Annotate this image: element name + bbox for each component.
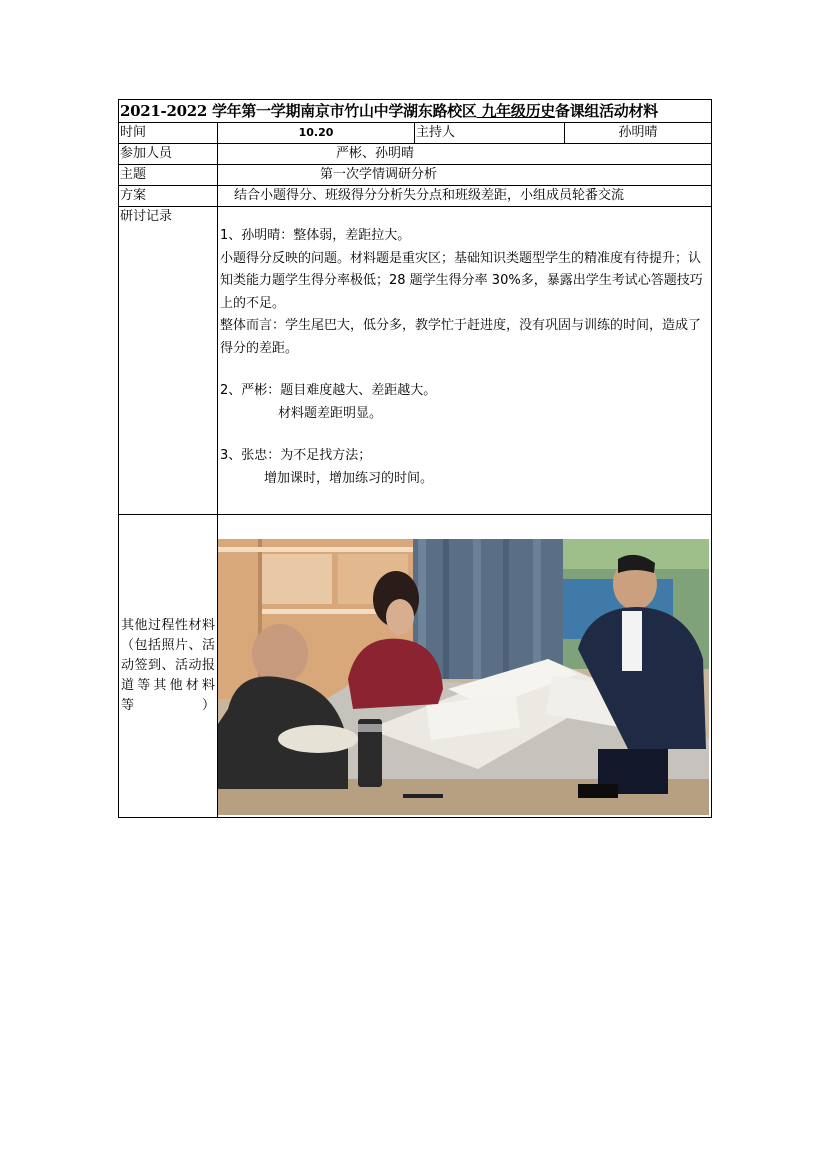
topic-value: 第一次学情调研分析 [218, 165, 712, 186]
record-para-3: 整体而言：学生尾巴大，低分多，教学忙于赶进度，没有巩固与训练的时间，造成了得分的差距。 [220, 318, 702, 356]
plan-label: 方案 [119, 186, 218, 207]
meeting-photo-image [218, 539, 709, 815]
participants-label: 参加人员 [119, 144, 218, 165]
record-para-7: 增加课时，增加练习的时间。 [264, 470, 434, 486]
host-value: 孙明晴 [565, 123, 712, 144]
host-label: 主持人 [415, 123, 565, 144]
record-para-5: 材料题差距明显。 [278, 405, 383, 421]
plan-value: 结合小题得分、班级得分分析失分点和班级差距，小组成员轮番交流 [218, 186, 712, 207]
topic-label: 主题 [119, 165, 218, 186]
record-label: 研讨记录 [119, 207, 218, 515]
record-content [218, 207, 712, 515]
activity-record-table [118, 99, 712, 818]
title-plain: 2021-2022 学年第一学期南京市竹山中学湖东路校区 [120, 102, 477, 120]
photo-cell [218, 515, 712, 818]
participants-value: 严彬、孙明晴 [218, 144, 712, 165]
title-tail: 备课组活动材料 [554, 102, 658, 120]
title-underlined: 九年级历史 [476, 102, 555, 120]
record-para-1: 1、孙明晴：整体弱，差距拉大。 [220, 228, 411, 243]
meeting-photo [218, 539, 709, 815]
record-para-4: 2、严彬：题目难度越大、差距越大。 [220, 383, 437, 398]
record-para-2: 小题得分反映的问题。材料题是重灾区；基础知识类题型学生的精准度有待提升；认知类能力题学生得分率极低；28 题学生得分率 30%多，暴露出学生考试心答题技巧上的不足。 [220, 250, 703, 311]
time-value: 10.20 [218, 123, 415, 144]
other-materials-label: 其他过程性材料（包括照片、活动签到、活动报道等其他材料等） [119, 515, 218, 818]
time-label: 时间 [119, 123, 218, 144]
record-para-6: 3、张忠：为不足找方法； [220, 448, 372, 463]
document-title [119, 100, 712, 123]
